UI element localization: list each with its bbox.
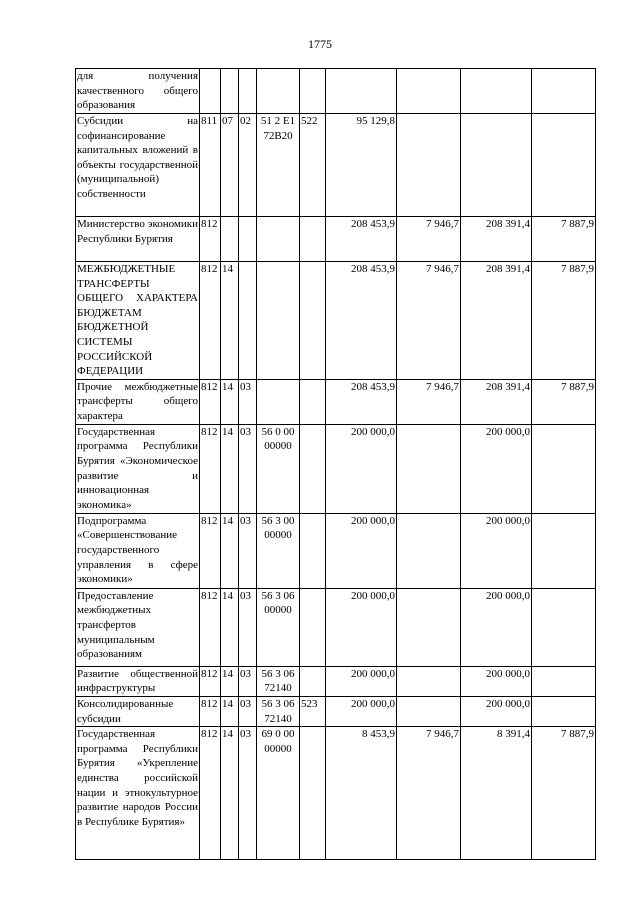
cell-sum-2: 7 946,7 [397, 379, 461, 424]
table-row [76, 114, 596, 217]
cell-sum-1: 200 000,0 [326, 513, 397, 588]
table-row [76, 262, 596, 380]
cell-name: Субсидии на софинансирование капитальных вложений в объекты государственной (муниципальной) собственности [76, 114, 200, 217]
cell-rz: 14 [221, 588, 239, 666]
cell-rz: 14 [221, 727, 239, 860]
cell-grbs: 812 [200, 379, 221, 424]
cell-sum-3: 200 000,0 [461, 696, 532, 726]
cell-vr [300, 69, 326, 114]
cell-csr: 56 0 00 00000 [257, 424, 300, 513]
cell-sum-3: 200 000,0 [461, 588, 532, 666]
cell-sum-1: 8 453,9 [326, 727, 397, 860]
cell-sum-3: 8 391,4 [461, 727, 532, 860]
cell-name: Государственная программа Республики Бурятия «Укрепление единства российской нации и этнокультурное развитие народов России в Республике Бурятия» [76, 727, 200, 860]
cell-sum-4 [532, 424, 596, 513]
cell-name: Консолидированные субсидии [76, 696, 200, 726]
cell-sum-3: 208 391,4 [461, 217, 532, 262]
cell-rz [221, 217, 239, 262]
cell-csr: 56 3 06 72140 [257, 696, 300, 726]
cell-sum-2 [397, 696, 461, 726]
cell-rz: 07 [221, 114, 239, 217]
cell-name: МЕЖБЮДЖЕТНЫЕ ТРАНСФЕРТЫ ОБЩЕГО ХАРАКТЕРА БЮДЖЕТАМ БЮДЖЕТНОЙ СИСТЕМЫ РОССИЙСКОЙ ФЕДЕРАЦИИ [76, 262, 200, 380]
cell-sum-2 [397, 513, 461, 588]
cell-csr: 56 3 06 00000 [257, 588, 300, 666]
table-row [76, 69, 596, 114]
cell-name: Предоставление межбюджетных трансфертов муниципальным образованиям [76, 588, 200, 666]
cell-sum-1: 200 000,0 [326, 696, 397, 726]
cell-rz: 14 [221, 696, 239, 726]
budget-table [75, 68, 596, 860]
cell-sum-4: 7 887,9 [532, 262, 596, 380]
cell-grbs: 812 [200, 696, 221, 726]
cell-vr: 523 [300, 696, 326, 726]
cell-csr [257, 379, 300, 424]
cell-csr: 56 3 00 00000 [257, 513, 300, 588]
cell-csr: 51 2 E1 72B20 [257, 114, 300, 217]
cell-rz [221, 69, 239, 114]
cell-sum-3: 208 391,4 [461, 262, 532, 380]
cell-sum-1: 200 000,0 [326, 588, 397, 666]
cell-pr [239, 69, 257, 114]
cell-sum-4 [532, 69, 596, 114]
cell-sum-4 [532, 696, 596, 726]
cell-sum-4 [532, 513, 596, 588]
cell-name: Прочие межбюджетные трансферты общего характера [76, 379, 200, 424]
cell-pr: 03 [239, 666, 257, 696]
cell-csr: 69 0 00 00000 [257, 727, 300, 860]
table-row [76, 666, 596, 696]
cell-sum-2: 7 946,7 [397, 217, 461, 262]
cell-vr [300, 217, 326, 262]
table-row [76, 217, 596, 262]
cell-vr [300, 424, 326, 513]
cell-vr [300, 588, 326, 666]
cell-pr: 03 [239, 696, 257, 726]
table-row [76, 727, 596, 860]
cell-sum-3: 200 000,0 [461, 513, 532, 588]
cell-pr: 03 [239, 588, 257, 666]
cell-name: Развитие общественной инфраструктуры [76, 666, 200, 696]
cell-pr: 03 [239, 424, 257, 513]
cell-vr [300, 666, 326, 696]
cell-name: Министерство экономики Республики Бурятия [76, 217, 200, 262]
cell-rz: 14 [221, 379, 239, 424]
page-number: 1775 [308, 37, 332, 51]
cell-grbs [200, 69, 221, 114]
cell-sum-2 [397, 424, 461, 513]
cell-sum-3: 208 391,4 [461, 379, 532, 424]
cell-grbs: 811 [200, 114, 221, 217]
cell-vr [300, 513, 326, 588]
cell-grbs: 812 [200, 217, 221, 262]
cell-pr: 03 [239, 727, 257, 860]
cell-rz: 14 [221, 666, 239, 696]
cell-pr: 03 [239, 379, 257, 424]
cell-sum-1 [326, 69, 397, 114]
cell-sum-2 [397, 114, 461, 217]
cell-grbs: 812 [200, 666, 221, 696]
cell-vr: 522 [300, 114, 326, 217]
cell-name: Государственная программа Республики Бурятия «Экономическое развитие и инновационная экономика» [76, 424, 200, 513]
cell-sum-4 [532, 588, 596, 666]
cell-sum-3 [461, 114, 532, 217]
cell-sum-4 [532, 114, 596, 217]
cell-sum-1: 208 453,9 [326, 379, 397, 424]
cell-grbs: 812 [200, 727, 221, 860]
cell-sum-3: 200 000,0 [461, 424, 532, 513]
cell-sum-3 [461, 69, 532, 114]
cell-pr [239, 217, 257, 262]
cell-grbs: 812 [200, 588, 221, 666]
table-row [76, 588, 596, 666]
cell-sum-4: 7 887,9 [532, 379, 596, 424]
cell-pr: 03 [239, 513, 257, 588]
cell-sum-2: 7 946,7 [397, 262, 461, 380]
cell-sum-4: 7 887,9 [532, 217, 596, 262]
cell-csr [257, 217, 300, 262]
cell-sum-4: 7 887,9 [532, 727, 596, 860]
cell-csr [257, 262, 300, 380]
cell-vr [300, 727, 326, 860]
cell-sum-2 [397, 666, 461, 696]
cell-sum-4 [532, 666, 596, 696]
cell-grbs: 812 [200, 262, 221, 380]
cell-pr: 02 [239, 114, 257, 217]
cell-vr [300, 262, 326, 380]
cell-sum-2 [397, 69, 461, 114]
cell-sum-2 [397, 588, 461, 666]
cell-grbs: 812 [200, 424, 221, 513]
table-row [76, 513, 596, 588]
cell-csr [257, 69, 300, 114]
cell-sum-1: 208 453,9 [326, 262, 397, 380]
cell-csr: 56 3 06 72140 [257, 666, 300, 696]
cell-name: Подпрограмма «Совершенствование государственного управления в сфере экономики» [76, 513, 200, 588]
table-row [76, 696, 596, 726]
cell-name: для получения качественного общего образования [76, 69, 200, 114]
cell-sum-1: 208 453,9 [326, 217, 397, 262]
cell-rz: 14 [221, 262, 239, 380]
table-row [76, 424, 596, 513]
cell-grbs: 812 [200, 513, 221, 588]
cell-sum-1: 200 000,0 [326, 666, 397, 696]
cell-rz: 14 [221, 424, 239, 513]
cell-sum-2: 7 946,7 [397, 727, 461, 860]
cell-sum-1: 200 000,0 [326, 424, 397, 513]
cell-sum-3: 200 000,0 [461, 666, 532, 696]
cell-sum-1: 95 129,8 [326, 114, 397, 217]
cell-rz: 14 [221, 513, 239, 588]
cell-vr [300, 379, 326, 424]
cell-pr [239, 262, 257, 380]
table-row [76, 379, 596, 424]
